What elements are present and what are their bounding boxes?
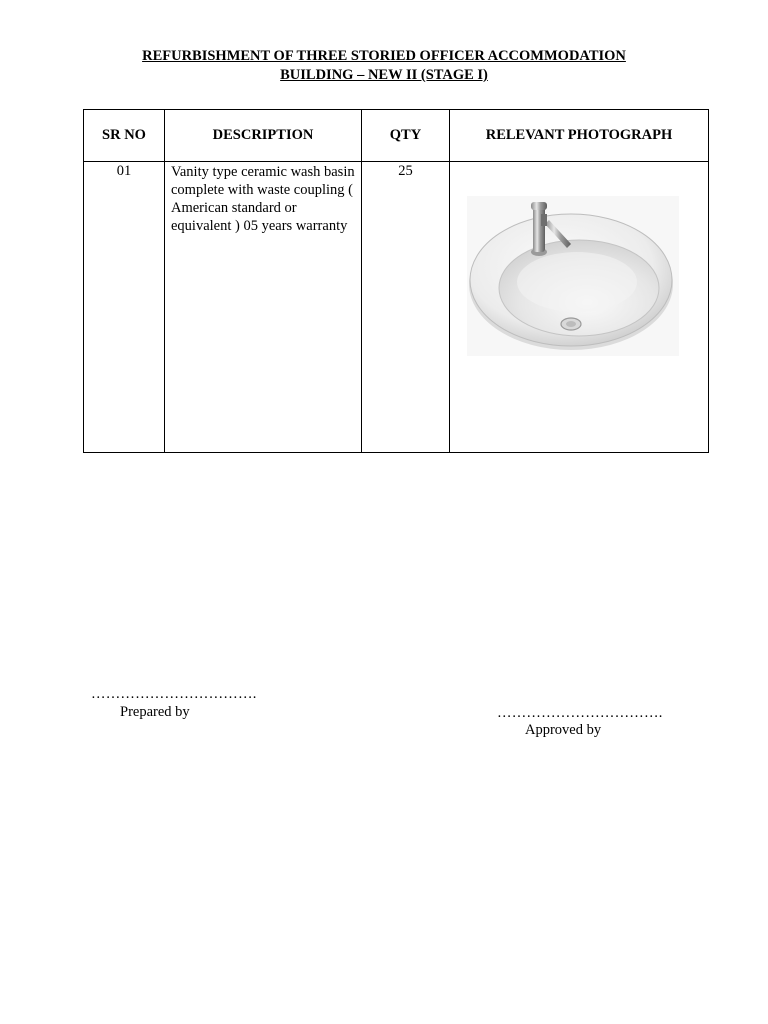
cell-sr-no: 01 xyxy=(84,162,165,453)
table-row xyxy=(84,162,709,453)
document-title-line-2: BUILDING – NEW II (STAGE I) xyxy=(280,67,488,83)
table-header-row xyxy=(84,110,709,162)
approved-by-label: Approved by xyxy=(525,722,602,738)
header-sr-no: SR NO xyxy=(84,110,165,162)
prepared-by-signature-line: ……………………………. xyxy=(91,686,257,702)
cell-description: Vanity type ceramic wash basin complete with waste coupling ( American standard or equivalent ) 05 years warranty xyxy=(165,162,362,453)
approved-by-signature-line: ……………………………. xyxy=(497,705,663,721)
cell-photograph xyxy=(450,162,709,453)
prepared-by-label: Prepared by xyxy=(120,704,190,720)
header-description: DESCRIPTION xyxy=(165,110,362,162)
header-relevant-photograph: RELEVANT PHOTOGRAPH xyxy=(450,110,709,162)
wash-basin-photo xyxy=(467,196,679,356)
header-qty: QTY xyxy=(362,110,450,162)
cell-qty: 25 xyxy=(362,162,450,453)
items-table xyxy=(83,109,709,453)
document-title-line-1: REFURBISHMENT OF THREE STORIED OFFICER ACCOMMODATION xyxy=(142,48,626,64)
